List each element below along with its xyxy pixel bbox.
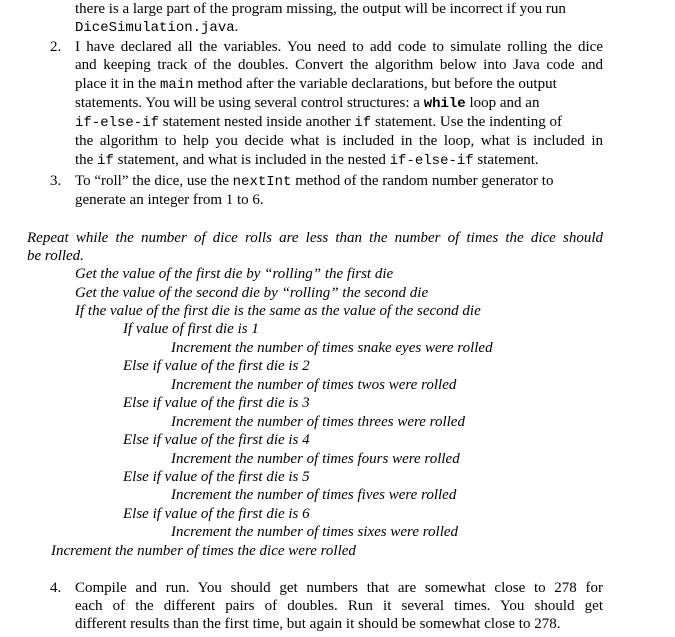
text-span: statement, and what is included in the nested	[113, 152, 390, 168]
item-4-line-2: each of the different pairs of doubles. Run it several times. You should get	[75, 598, 603, 614]
code-if-else-if: if-else-if	[75, 115, 160, 131]
text-span: statement.	[473, 152, 539, 168]
item-2-line-3	[75, 75, 557, 94]
filename-code: DiceSimulation.java	[75, 20, 235, 36]
text-span: method of the random number generator to	[291, 173, 554, 189]
algorithm-else-6: Else if value of the first die is 6	[123, 506, 310, 522]
algorithm-else-4: Else if value of the first die is 4	[123, 432, 310, 448]
algorithm-else-5: Else if value of the first die is 5	[123, 469, 310, 485]
item-3-line-1	[75, 172, 553, 191]
item-3-number: 3.	[50, 173, 62, 189]
item-2-line-1: I have declared all the variables. You need to add code to simulate rolling the dice	[75, 39, 603, 55]
text-span: statement nested inside another	[159, 114, 355, 130]
algorithm-repeat-line-2: be rolled.	[27, 248, 84, 264]
algorithm-get-second: Get the value of the second die by “rolling” the second die	[75, 285, 429, 301]
algorithm-inc-6: Increment the number of times sixes were rolled	[171, 524, 459, 540]
algorithm-inc-total: Increment the number of times the dice were rolled	[51, 543, 356, 559]
item-3-line-2: generate an integer from 1 to 6.	[75, 192, 264, 208]
item-2-number: 2.	[50, 39, 62, 55]
text-span: loop and an	[465, 95, 540, 111]
item-2-line-2: and keeping track of the doubles. Convert the algorithm below into Java code and	[75, 57, 603, 73]
algorithm-get-first: Get the value of the first die by “rolling” the first die	[75, 266, 394, 282]
intro-line-2-end: .	[234, 19, 239, 35]
algorithm-inc-3: Increment the number of times threes were rolled	[171, 414, 465, 430]
code-if: if	[354, 115, 372, 131]
algorithm-inc-4: Increment the number of times fours were rolled	[171, 451, 460, 467]
intro-line-1: there is a large part of the program missing, the output will be incorrect if you run	[75, 1, 566, 17]
text-span: statements. You will be using several control structures: a	[75, 95, 424, 111]
item-2-line-7	[75, 151, 539, 170]
algorithm-else-2: Else if value of the first die is 2	[123, 358, 310, 374]
item-4-number: 4.	[50, 580, 62, 596]
text-span: statement. Use the indenting of	[371, 114, 562, 130]
code-if-else-if: if-else-if	[389, 153, 474, 169]
item-4-line-1: Compile and run. You should get numbers that are somewhat close to 278 for	[75, 580, 603, 596]
algorithm-inc-5: Increment the number of times fives were rolled	[171, 487, 457, 503]
algorithm-repeat-line-1: Repeat while the number of dice rolls are less than the number of times the dice should	[27, 230, 603, 246]
intro-line-2	[75, 18, 238, 37]
text-span: the	[75, 152, 98, 168]
algorithm-inc-2: Increment the number of times twos were rolled	[171, 377, 457, 393]
algorithm-if-1: If value of first die is 1	[123, 321, 259, 337]
code-if: if	[97, 153, 114, 169]
text-span: To “roll” the dice, use the	[75, 173, 233, 189]
item-4-line-3: different results than the first time, but again it should be somewhat close to 278.	[75, 616, 561, 632]
code-while: while	[423, 96, 466, 112]
code-main: main	[159, 77, 194, 93]
algorithm-if-same: If the value of the first die is the same as the value of the second die	[75, 303, 481, 319]
item-2-line-5	[75, 113, 562, 132]
item-2-line-6: the algorithm to help you decide what is included in the loop, what is included in	[75, 133, 603, 149]
algorithm-inc-1: Increment the number of times snake eyes were rolled	[171, 340, 493, 356]
algorithm-else-3: Else if value of the first die is 3	[123, 395, 310, 411]
code-nextint: nextInt	[232, 174, 292, 190]
item-2-line-4	[75, 94, 539, 113]
text-span: method after the variable declarations, but before the output	[193, 76, 557, 92]
text-span: place it in the	[75, 76, 160, 92]
